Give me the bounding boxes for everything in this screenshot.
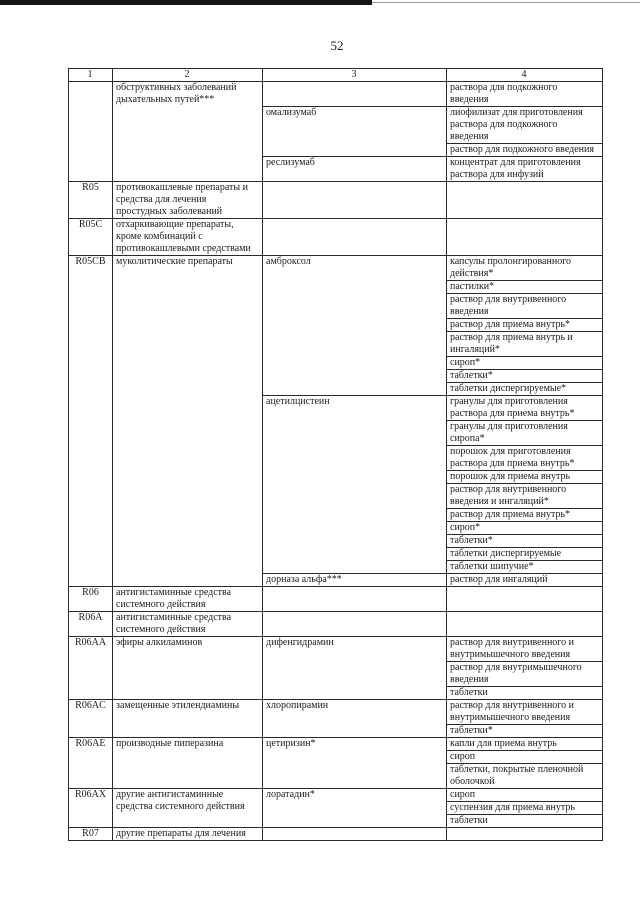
substance-name-cell: реслизумаб — [263, 157, 447, 182]
dosage-form-cell: сироп — [447, 751, 603, 764]
scan-edge-line — [372, 2, 640, 3]
atc-code-cell: R06AA — [69, 637, 113, 700]
dosage-form-cell: концентрат для приготовления раствора для инфузий — [447, 157, 603, 182]
table-row — [69, 700, 603, 725]
dosage-form-cell: раствор для внутримышечного введения — [447, 662, 603, 687]
atc-group-name-cell: отхаркивающие препараты, кроме комбинаций с противокашлевыми средствами — [113, 219, 263, 256]
atc-group-name-cell: другие препараты для лечения — [113, 828, 263, 841]
empty-cell — [447, 182, 603, 219]
table-header-cell: 4 — [447, 69, 603, 82]
substance-name-cell — [263, 82, 447, 107]
atc-group-name-cell: муколитические препараты — [113, 256, 263, 587]
table-row — [69, 82, 603, 107]
atc-code-cell: R06AE — [69, 738, 113, 789]
dosage-form-cell: раствор для приема внутрь* — [447, 509, 603, 522]
empty-cell — [263, 612, 447, 637]
scan-edge-artifact — [0, 0, 372, 5]
empty-cell — [447, 587, 603, 612]
drug-list-table — [68, 68, 603, 841]
atc-code-cell: R05 — [69, 182, 113, 219]
table-row — [69, 182, 603, 219]
dosage-form-cell: раствор для внутривенного введения и ингаляций* — [447, 484, 603, 509]
dosage-form-cell: таблетки диспергируемые — [447, 548, 603, 561]
table-row — [69, 612, 603, 637]
atc-code-cell — [69, 82, 113, 182]
dosage-form-cell: таблетки* — [447, 535, 603, 548]
atc-code-cell: R06 — [69, 587, 113, 612]
table-row — [69, 828, 603, 841]
dosage-form-cell: таблетки* — [447, 725, 603, 738]
dosage-form-cell: раствор для внутривенного введения — [447, 294, 603, 319]
page-number: 52 — [330, 38, 344, 53]
table-header-cell: 1 — [69, 69, 113, 82]
table-row — [69, 738, 603, 751]
atc-group-name-cell: обструктивных заболеваний дыхательных путей*** — [113, 82, 263, 182]
dosage-form-cell: таблетки — [447, 687, 603, 700]
table-row — [69, 256, 603, 281]
empty-cell — [447, 612, 603, 637]
dosage-form-cell: суспензия для приема внутрь — [447, 802, 603, 815]
dosage-form-cell: порошок для приготовления раствора для приема внутрь* — [447, 446, 603, 471]
atc-code-cell: R05CB — [69, 256, 113, 587]
dosage-form-cell: сироп* — [447, 357, 603, 370]
substance-name-cell: омализумаб — [263, 107, 447, 157]
empty-cell — [447, 828, 603, 841]
substance-name-cell: дорназа альфа*** — [263, 574, 447, 587]
empty-cell — [263, 219, 447, 256]
table-row — [69, 637, 603, 662]
dosage-form-cell: таблетки — [447, 815, 603, 828]
dosage-form-cell: раствор для внутривенного и внутримышечного введения — [447, 700, 603, 725]
dosage-form-cell: гранулы для приготовления сиропа* — [447, 421, 603, 446]
dosage-form-cell: раствор для ингаляций — [447, 574, 603, 587]
atc-code-cell: R06AC — [69, 700, 113, 738]
dosage-form-cell: капсулы пролонгированного действия* — [447, 256, 603, 281]
table-header-cell: 3 — [263, 69, 447, 82]
table-header-cell: 2 — [113, 69, 263, 82]
atc-code-cell: R06AX — [69, 789, 113, 828]
dosage-form-cell: капли для приема внутрь — [447, 738, 603, 751]
dosage-form-cell: раствор для внутривенного и внутримышечного введения — [447, 637, 603, 662]
atc-code-cell: R07 — [69, 828, 113, 841]
empty-cell — [263, 828, 447, 841]
substance-name-cell: лоратадин* — [263, 789, 447, 828]
substance-name-cell: хлоропирамин — [263, 700, 447, 738]
dosage-form-cell: таблетки шипучие* — [447, 561, 603, 574]
dosage-form-cell: раствора для подкожного введения — [447, 82, 603, 107]
atc-group-name-cell: эфиры алкиламинов — [113, 637, 263, 700]
atc-group-name-cell: другие антигистаминные средства системного действия — [113, 789, 263, 828]
dosage-form-cell: таблетки, покрытые пленочной оболочкой — [447, 764, 603, 789]
dosage-form-cell: раствор для приема внутрь и ингаляций* — [447, 332, 603, 357]
dosage-form-cell: раствор для приема внутрь* — [447, 319, 603, 332]
dosage-form-cell: гранулы для приготовления раствора для приема внутрь* — [447, 396, 603, 421]
dosage-form-cell: сироп — [447, 789, 603, 802]
table-header-row — [69, 69, 603, 82]
dosage-form-cell: порошок для приема внутрь — [447, 471, 603, 484]
empty-cell — [263, 587, 447, 612]
atc-group-name-cell: противокашлевые препараты и средства для лечения простудных заболеваний — [113, 182, 263, 219]
table-row — [69, 219, 603, 256]
atc-code-cell: R05C — [69, 219, 113, 256]
empty-cell — [263, 182, 447, 219]
substance-name-cell: цетиризин* — [263, 738, 447, 789]
table-row — [69, 789, 603, 802]
atc-code-cell: R06A — [69, 612, 113, 637]
atc-group-name-cell: производные пиперазина — [113, 738, 263, 789]
substance-name-cell: ацетилцистеин — [263, 396, 447, 574]
atc-group-name-cell: антигистаминные средства системного действия — [113, 612, 263, 637]
dosage-form-cell: лиофилизат для приготовления раствора для подкожного введения — [447, 107, 603, 144]
atc-group-name-cell: антигистаминные средства системного действия — [113, 587, 263, 612]
dosage-form-cell: таблетки* — [447, 370, 603, 383]
dosage-form-cell: таблетки диспергируемые* — [447, 383, 603, 396]
dosage-form-cell: сироп* — [447, 522, 603, 535]
dosage-form-cell: пастилки* — [447, 281, 603, 294]
empty-cell — [447, 219, 603, 256]
atc-group-name-cell: замещенные этилендиамины — [113, 700, 263, 738]
dosage-form-cell: раствор для подкожного введения — [447, 144, 603, 157]
table-row — [69, 587, 603, 612]
substance-name-cell: дифенгидрамин — [263, 637, 447, 700]
substance-name-cell: амброксол — [263, 256, 447, 396]
